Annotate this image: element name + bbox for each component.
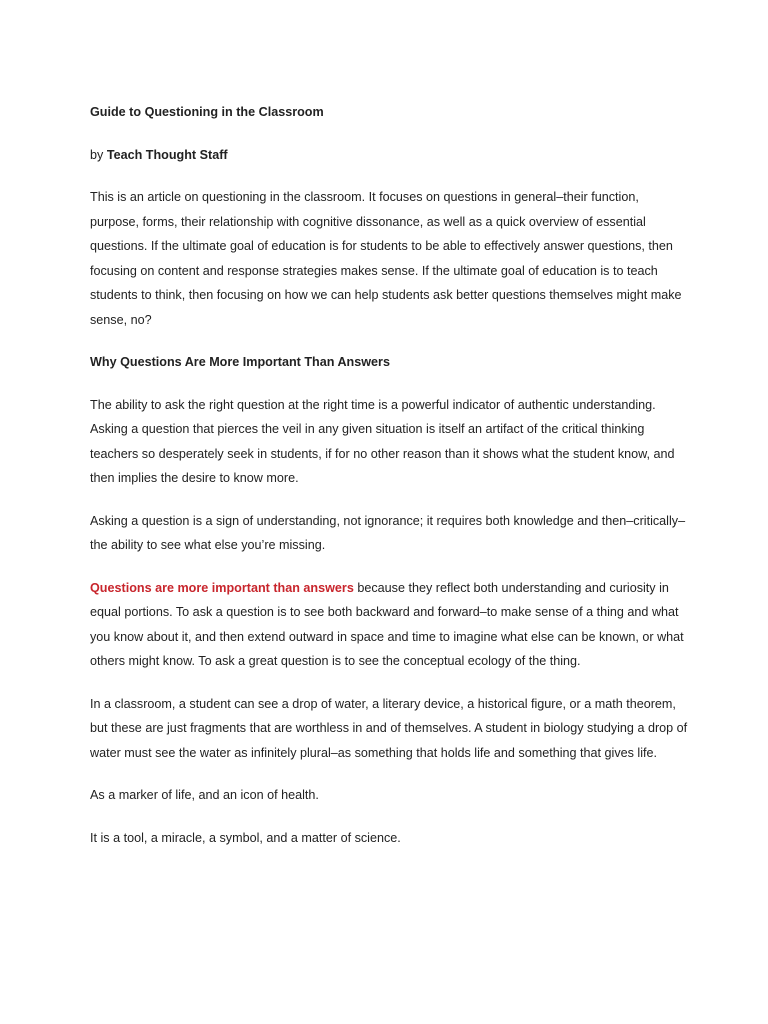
paragraph-6: It is a tool, a miracle, a symbol, and a matter of science. [90,830,401,845]
paragraph-5: As a marker of life, and an icon of health. [90,788,319,802]
byline-author: Teach Thought Staff [106,147,228,162]
paragraph-3 [90,576,690,674]
article-title: Guide to Questioning in the Classroom [90,105,324,119]
byline-prefix: by [90,147,107,162]
byline [90,143,690,168]
intro-paragraph: This is an article on questioning in the classroom. It focuses on questions in general–their function, purpose, forms, their relationship with cognitive dissonance, as well as a quick overview of essential questions. If the ultimate goal of education is for students to be able to effectively answer questions, then focusing on content and response strategies makes sense. If the ultimate goal of education is to teach students to think, then focusing on how we can help students ask better questions themselves might make sense, no? [90,190,682,327]
article-body [90,100,690,868]
paragraph-4: In a classroom, a student can see a drop of water, a literary device, a historical figure, or a math theorem, but these are just fragments that are worthless in and of themselves. A student in biology studying a drop of water must see the water as infinitely plural–as something that holds life and something that gives life. [90,696,688,760]
emphasis-text: Questions are more important than answers [90,580,354,595]
paragraph-1: The ability to ask the right question at the right time is a powerful indicator of authentic understanding. Asking a question that pierces the veil in any given situation is itself an artifact of the critical thinking teachers so desperately seek in students, if for no other reason than it shows what the student know, and then implies the desire to know more. [90,397,675,485]
paragraph-2: Asking a question is a sign of understanding, not ignorance; it requires both knowledge and then–critically–the ability to see what else you’re missing. [90,513,686,552]
paragraph-3-rest: because they reflect both understanding and curiosity in equal portions. To ask a question is to see both backward and forward–to make sense of a thing and what you know about it, and then extend outward in space and time to imagine what else can be known, or what others might know. To ask a great question is to see the conceptual ecology of the thing. [90,580,684,668]
section-heading: Why Questions Are More Important Than Answers [90,355,390,369]
